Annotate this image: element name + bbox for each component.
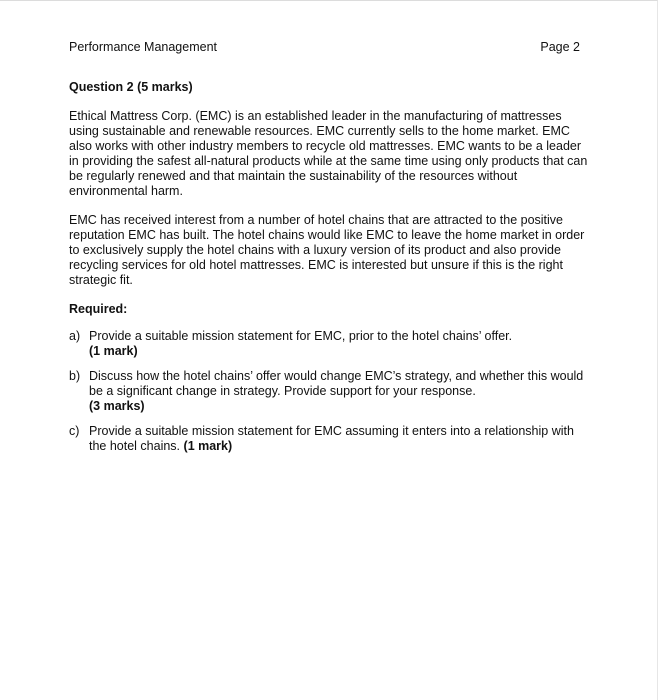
paragraph-intro: Ethical Mattress Corp. (EMC) is an established leader in the manufacturing of mattresses using sustainable and renewable resources. EMC currently sells to the home market. EMC also works with other industry members to recycle old mattresses. EMC wants to be a leader in providing the safest all-natural products while at the same time using only products that can be regularly renewed and that maintain the sustainability of the resources without environmental harm. xyxy=(69,109,588,198)
question-title: Question 2 (5 marks) xyxy=(69,80,193,94)
item-letter: c) xyxy=(69,424,80,438)
required-label: Required: xyxy=(69,302,128,316)
required-item-b xyxy=(69,369,589,414)
page-number: Page 2 xyxy=(540,40,580,54)
item-letter: a) xyxy=(69,329,81,343)
item-text: Provide a suitable mission statement for EMC, prior to the hotel chains’ offer. xyxy=(89,329,513,343)
item-letter: b) xyxy=(69,369,81,383)
header-title: Performance Management xyxy=(69,40,217,54)
item-text: Provide a suitable mission statement for EMC assuming it enters into a relationship with the hotel chains. xyxy=(89,424,574,453)
required-item-c xyxy=(69,424,589,454)
paragraph-hotel-offer: EMC has received interest from a number of hotel chains that are attracted to the positive reputation EMC has built. The hotel chains would like EMC to leave the home market in order to exclusively supply the hotel chains with a luxury version of its product and also provide recycling services for old hotel mattresses. EMC is interested but unsure if this is the right strategic fit. xyxy=(69,213,585,287)
item-body xyxy=(89,329,589,359)
question-content xyxy=(69,80,589,464)
item-marks: (3 marks) xyxy=(89,399,145,413)
required-item-a xyxy=(69,329,589,359)
item-body xyxy=(89,369,589,414)
item-marks: (1 mark) xyxy=(183,439,233,453)
item-marks: (1 mark) xyxy=(89,344,138,358)
item-text: Discuss how the hotel chains’ offer would change EMC’s strategy, and whether this would be a significant change in strategy. Provide support for your response. xyxy=(89,369,584,398)
item-body xyxy=(89,424,589,454)
